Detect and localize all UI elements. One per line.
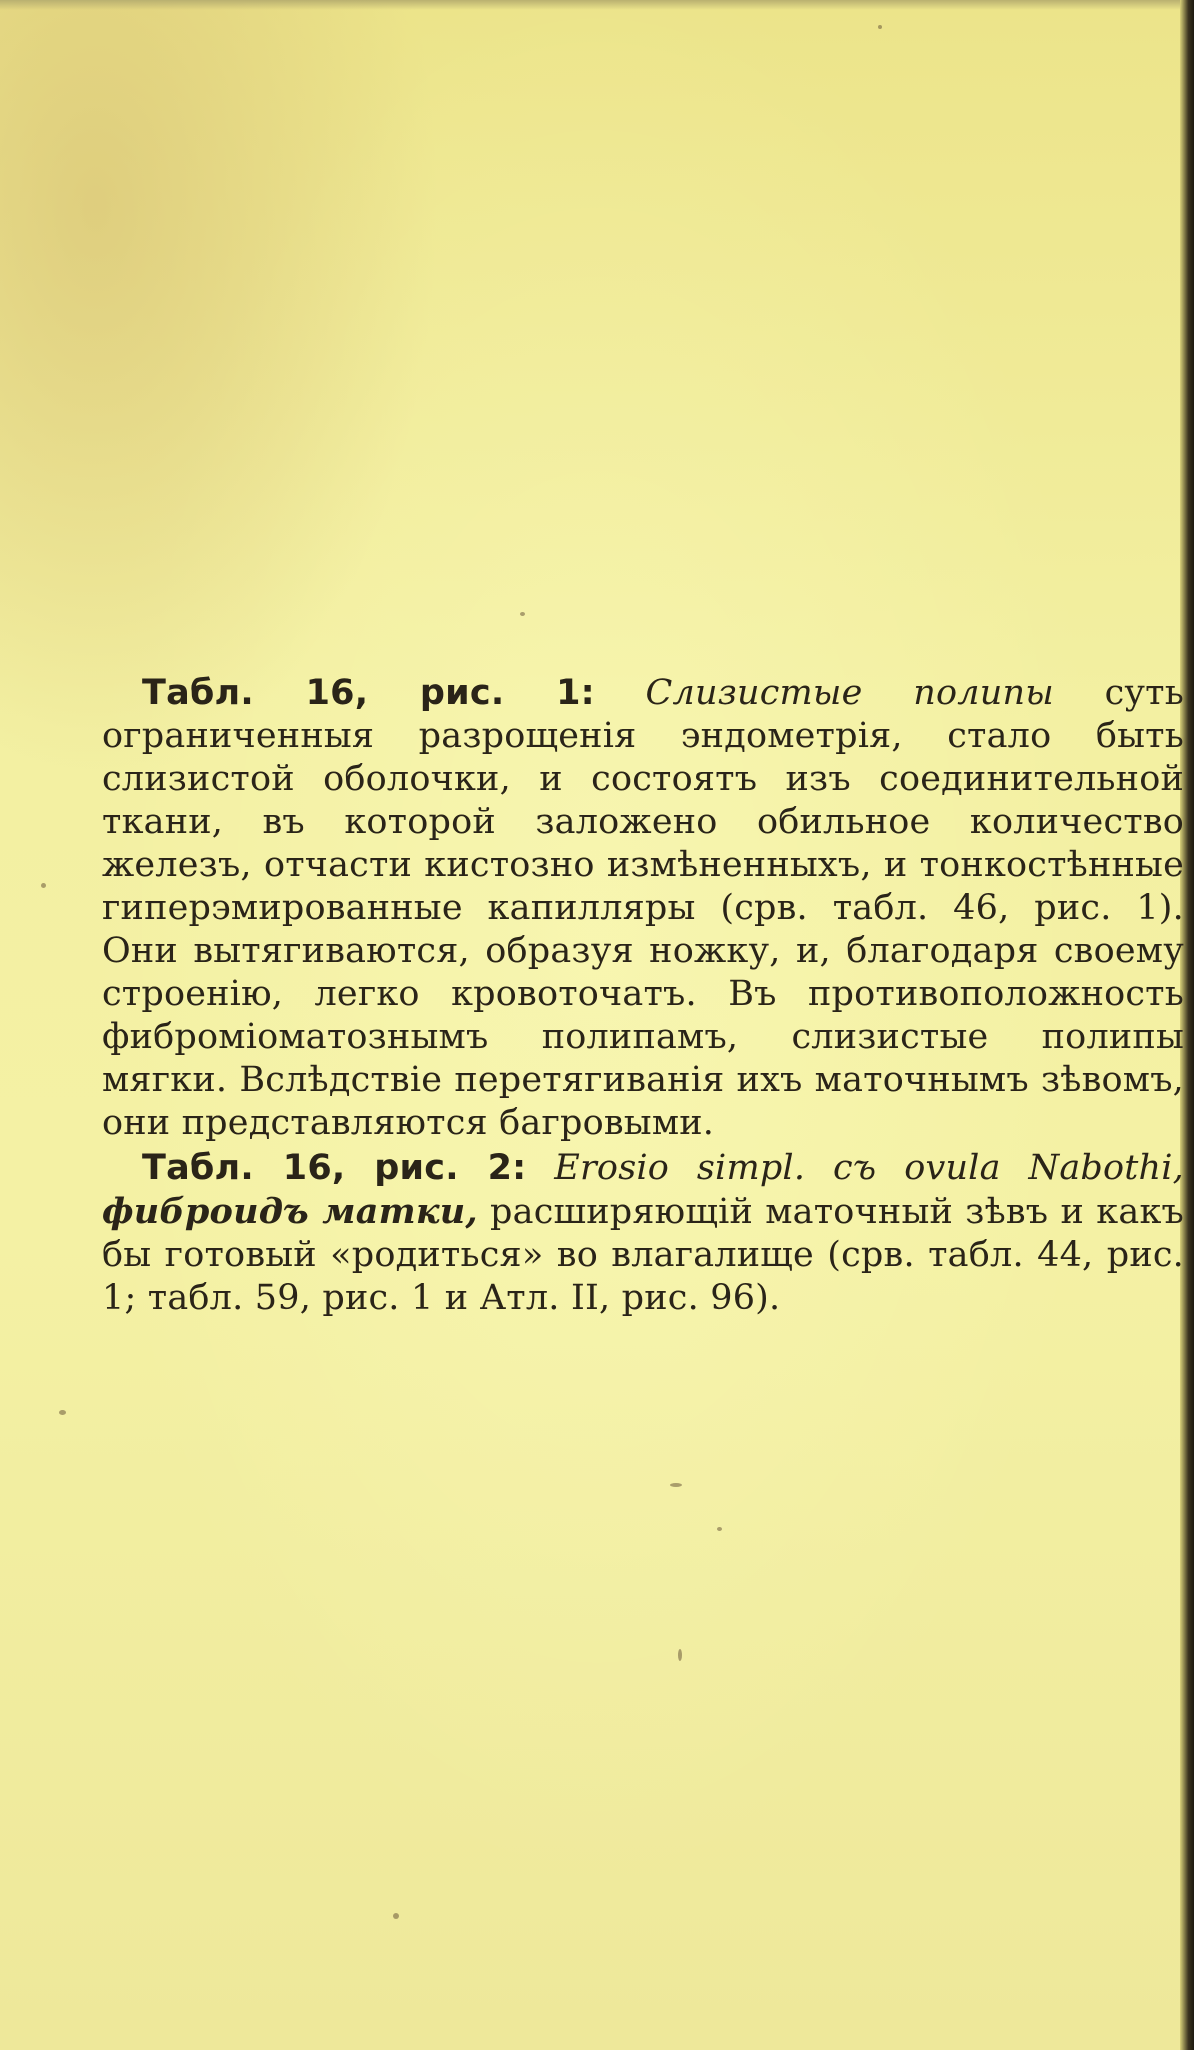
caption-paragraph-1 <box>102 672 1184 1145</box>
paper-speck <box>59 1410 66 1415</box>
paper-speck <box>41 883 46 888</box>
figure-label: Табл. 16, рис. 1: <box>142 673 595 713</box>
caption-text-block <box>102 672 1184 1320</box>
figure-title: Erosio simpl. съ ovula Nabothi, <box>554 1148 1184 1188</box>
paper-speck <box>678 1649 682 1661</box>
page-top-edge <box>0 0 1194 10</box>
paper-speck <box>717 1527 722 1531</box>
caption-body: суть ограниченныя разрощенія эндометрія, стало быть слизистой оболочки, и состоятъ изъ соединительной ткани, въ которой заложено обильное количество железъ, отчасти кистозно измѣненныхъ, и тонкостѣнные гиперэмированные капилляры (срв. табл. 46, рис. 1). Они вытягиваются, образуя ножку, и, благодаря своему строенію, легко кровоточатъ. Въ противоположность фиброміоматознымъ полипамъ, слизистые полипы мягки. Вслѣдствіе перетягиванія ихъ маточнымъ зѣвомъ, они представляются багровыми. <box>102 673 1184 1143</box>
paper-speck <box>393 1913 399 1919</box>
figure-title: Слизистые полипы <box>645 673 1054 713</box>
paper-speck <box>878 25 882 29</box>
paper-speck <box>520 612 525 616</box>
figure-label: Табл. 16, рис. 2: <box>142 1148 527 1188</box>
caption-paragraph-2 <box>102 1147 1184 1320</box>
paper-speck <box>670 1483 682 1487</box>
caption-body: расширяющій маточный зѣвъ и какъ бы готовый «родиться» во влагалище (срв. табл. 44, рис. 1; табл. 59, рис. 1 и Атл. II, рис. 96). <box>102 1192 1184 1318</box>
figure-subtitle: фиброидъ матки, <box>102 1191 478 1232</box>
